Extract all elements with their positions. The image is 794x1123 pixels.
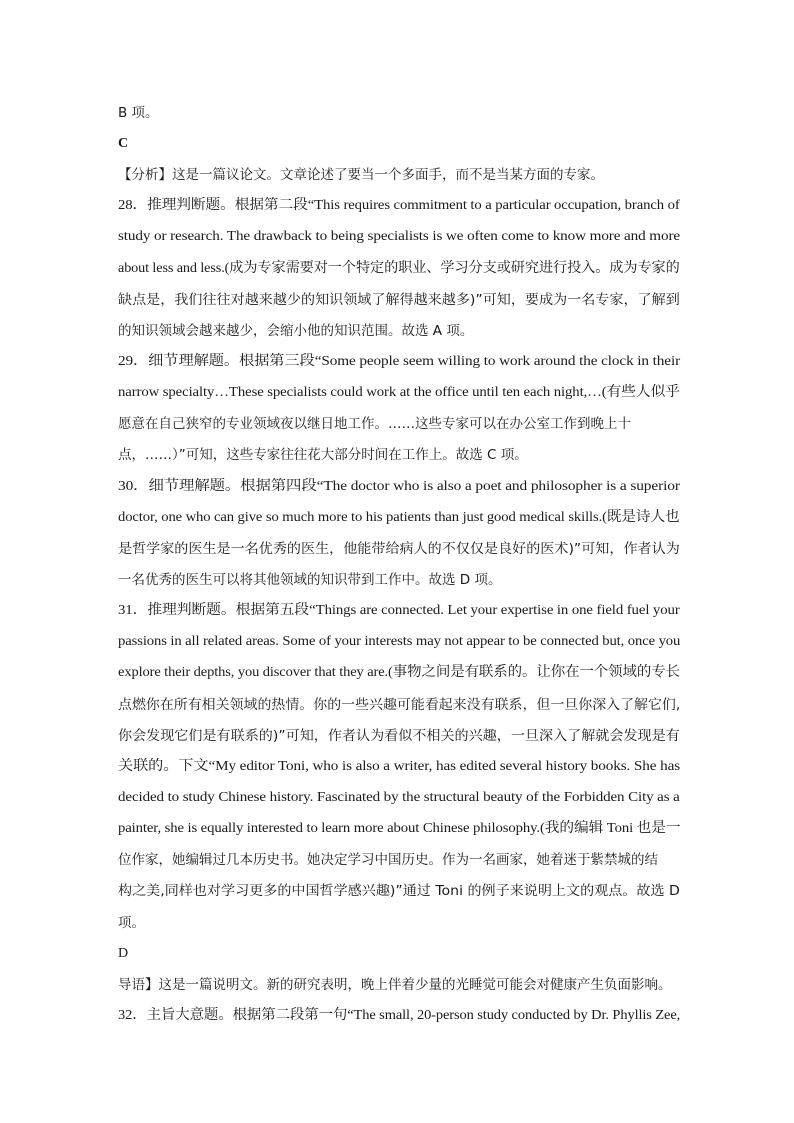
text-line: 29．细节理解题。根据第三段“Some people seem willing to work around the clock in their: [118, 354, 681, 369]
text-line: decided to study Chinese history. Fascinated by the structural beauty of the Forbidden City as a: [118, 790, 680, 805]
text-line: 愿意在自己狭窄的专业领域夜以继日地工作。……这些专家可以在办公室工作到晚上十: [118, 416, 631, 432]
text-line: 32．主旨大意题。根据第二段第一句“The small, 20-person study conducted by Dr. Phyllis Zee,: [118, 1008, 681, 1023]
text-line: 构之美,同样也对学习更多的中国哲学感兴趣)”通过 Toni 的例子来说明上文的观点。故选 D: [118, 883, 680, 899]
text-line: about less and less.(成为专家需要对一个特定的职业、学习分支或研究进行投入。成为专家的: [118, 261, 680, 276]
text-line: B 项。: [118, 105, 159, 121]
text-line: 一名优秀的医生可以将其他领域的知识带到工作中。故选 D 项。: [118, 572, 502, 588]
text-line: 31．推理判断题。根据第五段“Things are connected. Let your expertise in one field fuel your: [118, 603, 680, 618]
text-line: 【分析】这是一篇议论文。文章论述了要当一个多面手，而不是当某方面的专家。: [118, 167, 604, 183]
text-line: 缺点是，我们往往对越来越少的知识领域了解得越来越多)”可知，要成为一名专家，了解到: [118, 292, 680, 308]
text-line: 28．推理判断题。根据第二段“This requires commitment to a particular occupation, branch of: [118, 198, 680, 213]
text-line: 的知识领域会越来越少，会缩小他的知识范围。故选 A 项。: [118, 323, 474, 339]
text-line: 30．细节理解题。根据第四段“The doctor who is also a poet and philosopher is a superior: [118, 479, 680, 494]
text-line: narrow specialty…These specialists could work at the office until ten each night,…(有些人似乎: [118, 385, 680, 400]
text-line: 导语】这是一篇说明文。新的研究表明，晚上伴着少量的光睡觉可能会对健康产生负面影响。: [118, 977, 672, 993]
text-line: explore their depths, you discover that they are.(事物之间是有联系的。让你在一个领域的专长: [118, 665, 680, 680]
text-line: 是哲学家的医生是一名优秀的医生，他能带给病人的不仅仅是良好的医术)”可知，作者认为: [118, 541, 680, 557]
text-line: 你会发现它们是有联系的)”可知，作者认为看似不相关的兴趣，一旦深入了解就会发现是有: [118, 728, 680, 744]
text-line: 项。: [118, 915, 145, 931]
text-line: 点，……）”可知，这些专家往往花大部分时间在工作上。故选 C 项。: [118, 447, 528, 463]
text-line: 关联的。下文“My editor Toni, who is also a writer, has edited several history books. She has: [118, 759, 681, 774]
section-letter: D: [118, 946, 129, 961]
text-line: 位作家，她编辑过几本历史书。她决定学习中国历史。作为一名画家，她着迷于紫禁城的结: [118, 852, 658, 868]
text-line: passions in all related areas. Some of your interests may not appear to be connected but, once you: [118, 634, 681, 649]
section-letter: C: [118, 136, 129, 151]
text-line: doctor, one who can give so much more to his patients than just good medical skills.(既是诗人也: [118, 510, 680, 525]
text-line: 点燃你在所有相关领域的热情。你的一些兴趣可能看起来没有联系，但一旦你深入了解它们,: [118, 697, 681, 713]
text-line: painter, she is equally interested to learn more about Chinese philosophy.(我的编辑 Toni 也是一: [118, 821, 681, 836]
text-line: study or research. The drawback to being specialists is we often come to know more and more: [118, 229, 681, 244]
